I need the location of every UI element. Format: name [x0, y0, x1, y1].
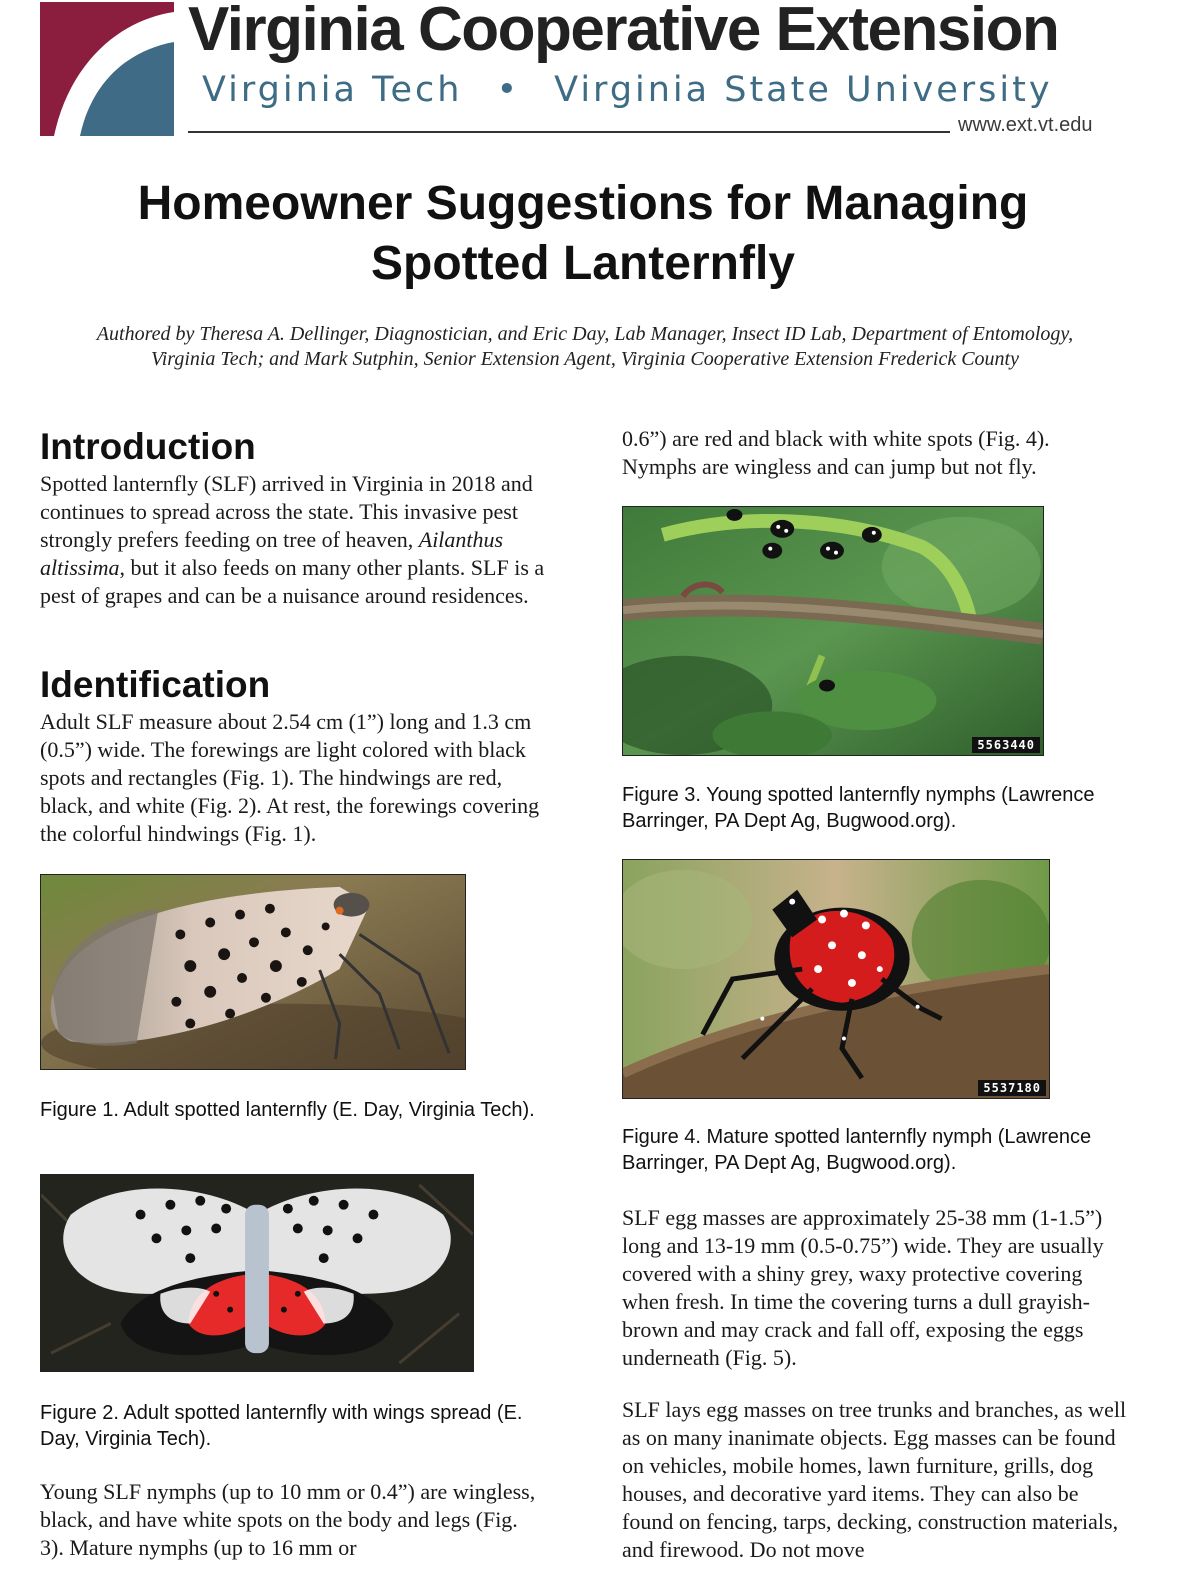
- page-title: [0, 174, 1166, 294]
- header-url[interactable]: www.ext.vt.edu: [958, 114, 1093, 136]
- intro-paragraph: [40, 470, 550, 610]
- figure-2-caption: Figure 2. Adult spotted lanternfly with wings spread (E. Day, Virginia Tech).: [40, 1402, 523, 1450]
- intro-heading: Introduction: [40, 426, 256, 467]
- nymph-paragraph: Young SLF nymphs (up to 10 mm or 0.4”) are wingless, black, and have white spots on the body and legs (Fig. 3). Mature nymphs (up to 16 mm or: [40, 1479, 536, 1560]
- identification-heading: Identification: [40, 664, 271, 705]
- identification-paragraph: Adult SLF measure about 2.54 cm (1”) long and 1.3 cm (0.5”) wide. The forewings are light colored with black spots and rectangles (Fig. 1). The hindwings are red, black, and white (Fig. 2). At rest, the forewings covering the colorful hindwings (Fig. 1).: [40, 709, 540, 846]
- title-line-2: Spotted Lanternfly: [370, 237, 795, 290]
- separator-dot: •: [496, 70, 521, 110]
- figure-3-caption: Figure 3. Young spotted lanternfly nymphs (Lawrence Barringer, PA Dept Ag, Bugwood.org).: [622, 784, 1095, 832]
- lanternfly-wings-spread-photo: [41, 1175, 473, 1371]
- authors-line-1: Authored by Theresa A. Dellinger, Diagnostician, and Eric Day, Lab Manager, Insect ID Lab, Department of Entomology,: [96, 323, 1074, 345]
- logo-mark-icon: [40, 2, 174, 136]
- figure-4-caption: Figure 4. Mature spotted lanternfly nymph (Lawrence Barringer, PA Dept Ag, Bugwood.org).: [622, 1126, 1092, 1174]
- figure-1-image: [40, 874, 466, 1070]
- adult-lanternfly-photo: [41, 875, 465, 1069]
- intro-species-name: Ailanthus altissima: [40, 527, 504, 580]
- title-line-1: Homeowner Suggestions for Managing: [137, 177, 1029, 230]
- figure-3-id: 5563440: [972, 737, 1040, 753]
- figure-4-id: 5537180: [978, 1080, 1046, 1096]
- figure-1-caption: Figure 1. Adult spotted lanternfly (E. Day, Virginia Tech).: [40, 1099, 535, 1121]
- mature-nymph-photo: [623, 860, 1049, 1098]
- header-rule: [188, 131, 950, 133]
- young-nymphs-photo: [623, 507, 1043, 755]
- org-name: Virginia Cooperative Extension: [188, 0, 1059, 64]
- authors-block: [20, 322, 1150, 372]
- figure-3-image: [622, 506, 1044, 756]
- authors-line-2: Virginia Tech; and Mark Sutphin, Senior Extension Agent, Virginia Cooperative Extension Frederick County: [150, 348, 1019, 370]
- university-vsu: Virginia State University: [554, 70, 1053, 110]
- figure-2-image: [40, 1174, 474, 1372]
- intro-text-part-1: Spotted lanternfly (SLF) arrived in Virginia in 2018 and continues to spread across the state. This invasive pest strongly prefers feeding on tree of heaven,: [40, 471, 533, 552]
- intro-text-part-2: , but it also feeds on many other plants. SLF is a pest of grapes and can be a nuisance around residences.: [40, 555, 545, 608]
- university-vt: Virginia Tech: [202, 70, 463, 110]
- university-names: [202, 70, 1162, 110]
- figure-4-image: [622, 859, 1050, 1099]
- egg-location-paragraph: SLF lays egg masses on tree trunks and branches, as well as on many inanimate objects. Egg masses can be found on vehicles, mobile homes, lawn furniture, grills, dog houses, and decorative yard items. They can also be found on fencing, tarps, decking, construction materials, and firewood. Do not move: [622, 1397, 1127, 1562]
- egg-mass-paragraph: SLF egg masses are approximately 25-38 mm (1-1.5”) long and 13-19 mm (0.5-0.75”) wide. They are usually covered with a shiny grey, waxy protective covering when fresh. In time the covering turns a dull grayish-brown and may crack and fall off, exposing the eggs underneath (Fig. 5).: [622, 1205, 1104, 1370]
- nymph-paragraph-continued: 0.6”) are red and black with white spots (Fig. 4). Nymphs are wingless and can jump but not fly.: [622, 426, 1050, 479]
